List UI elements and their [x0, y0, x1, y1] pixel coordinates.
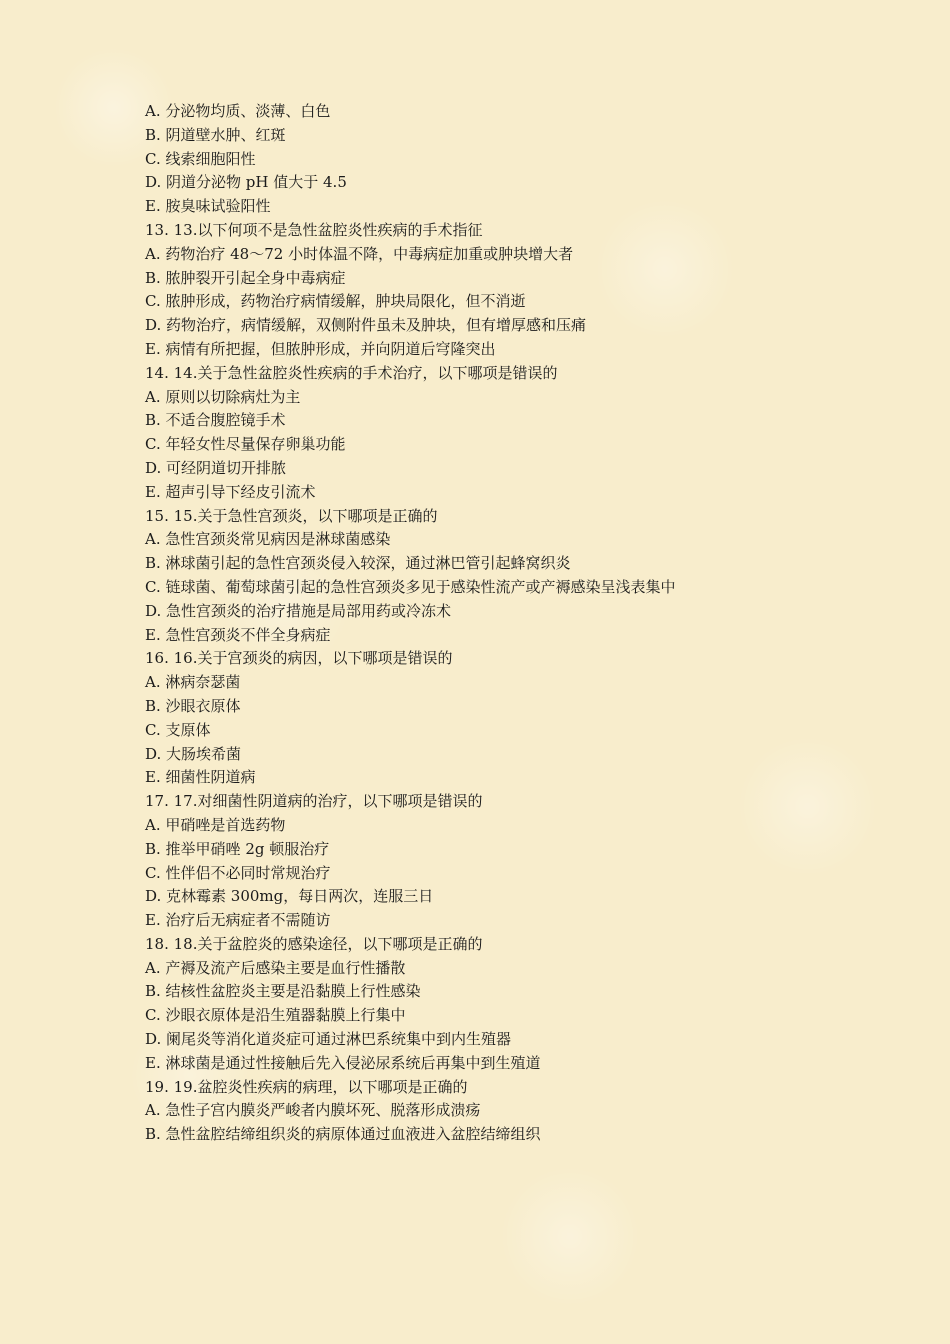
question-line: 17. 17.对细菌性阴道病的治疗，以下哪项是错误的 — [145, 792, 483, 811]
option-line: E. 细菌性阴道病 — [145, 768, 256, 787]
option-line: A. 分泌物均质、淡薄、白色 — [145, 102, 331, 120]
option-line: E. 病情有所把握，但脓肿形成，并向阴道后穹隆突出 — [145, 339, 496, 358]
option-line: B. 沙眼衣原体 — [145, 696, 241, 715]
option-line: B. 结核性盆腔炎主要是沿黏膜上行性感染 — [145, 982, 421, 1001]
question-line: 18. 18.关于盆腔炎的感染途径，以下哪项是正确的 — [145, 934, 483, 953]
option-line: B. 急性盆腔结缔组织炎的病原体通过血液进入盆腔结缔组织 — [145, 1125, 541, 1144]
option-line: B. 推举甲硝唑 2g 顿服治疗 — [145, 839, 330, 858]
option-line: C. 性伴侣不必同时常规治疗 — [145, 863, 331, 882]
option-line: A. 产褥及流产后感染主要是血行性播散 — [145, 958, 406, 977]
option-line: E. 超声引导下经皮引流术 — [145, 482, 316, 501]
option-line: B. 脓肿裂开引起全身中毒病症 — [145, 268, 346, 287]
question-text-block — [145, 100, 905, 1147]
option-line: A. 淋病奈瑟菌 — [145, 673, 241, 692]
option-line: C. 支原体 — [145, 720, 211, 739]
option-line: D. 克林霉素 300mg，每日两次，连服三日 — [145, 887, 434, 906]
option-line: E. 治疗后无病症者不需随访 — [145, 911, 331, 930]
option-line: D. 阴道分泌物 pH 值大于 4.5 — [145, 173, 347, 192]
option-line: C. 脓肿形成，药物治疗病情缓解，肿块局限化，但不消逝 — [145, 292, 526, 311]
option-line: C. 年轻女性尽量保存卵巢功能 — [145, 435, 346, 454]
option-line: D. 可经阴道切开排脓 — [145, 458, 287, 477]
question-line: 19. 19.盆腔炎性疾病的病理，以下哪项是正确的 — [145, 1077, 468, 1096]
question-line: 13. 13.以下何项不是急性盆腔炎性疾病的手术指征 — [145, 220, 483, 239]
option-line: C. 沙眼衣原体是沿生殖器黏膜上行集中 — [145, 1006, 406, 1025]
option-line: C. 链球菌、葡萄球菌引起的急性宫颈炎多见于感染性流产或产褥感染呈浅表集中 — [145, 577, 676, 596]
question-line: 15. 15.关于急性宫颈炎，以下哪项是正确的 — [145, 506, 438, 525]
option-line: D. 急性宫颈炎的治疗措施是局部用药或冷冻术 — [145, 601, 452, 620]
option-line: C. 线索细胞阳性 — [145, 149, 256, 168]
option-line: D. 阑尾炎等消化道炎症可通过淋巴系统集中到内生殖器 — [145, 1030, 512, 1049]
option-line: A. 甲硝唑是首选药物 — [145, 815, 286, 834]
option-line: A. 急性子宫内膜炎严峻者内膜坏死、脱落形成溃疡 — [145, 1101, 481, 1120]
option-line: D. 药物治疗，病情缓解，双侧附件虽未及肿块，但有增厚感和压痛 — [145, 316, 587, 335]
question-line: 14. 14.关于急性盆腔炎性疾病的手术治疗，以下哪项是错误的 — [145, 363, 558, 382]
option-line: B. 阴道壁水肿、红斑 — [145, 125, 286, 144]
option-line: B. 不适合腹腔镜手术 — [145, 411, 286, 430]
option-line: E. 淋球菌是通过性接触后先入侵泌尿系统后再集中到生殖道 — [145, 1053, 541, 1072]
option-line: E. 急性宫颈炎不伴全身病症 — [145, 625, 331, 644]
option-line: B. 淋球菌引起的急性宫颈炎侵入较深，通过淋巴管引起蜂窝织炎 — [145, 554, 571, 573]
question-line: 16. 16.关于宫颈炎的病因，以下哪项是错误的 — [145, 649, 453, 668]
option-line: A. 急性宫颈炎常见病因是淋球菌感染 — [145, 530, 391, 549]
option-line: E. 胺臭味试验阳性 — [145, 197, 271, 216]
option-line: A. 原则以切除病灶为主 — [145, 387, 301, 406]
option-line: A. 药物治疗 48～72 小时体温不降，中毒病症加重或肿块增大者 — [145, 244, 574, 263]
option-line: D. 大肠埃希菌 — [145, 744, 242, 763]
